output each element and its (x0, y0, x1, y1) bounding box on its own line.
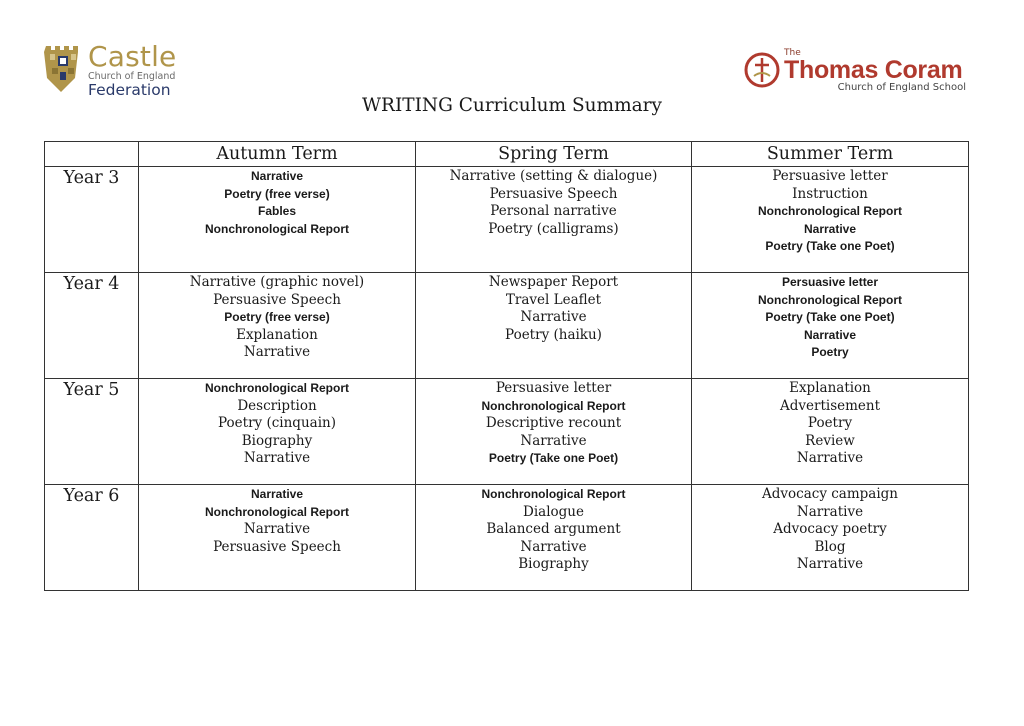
writing-unit: Narrative (796, 503, 864, 520)
cell-spring (416, 485, 692, 591)
writing-unit: Narrative (250, 487, 304, 501)
writing-unit: Explanation (236, 326, 318, 343)
writing-unit: Narrative (graphic novel) (189, 274, 365, 290)
writing-unit: Persuasive Speech (213, 538, 341, 555)
coram-logo-the: The (784, 48, 801, 58)
writing-unit: Advertisement (779, 397, 881, 414)
writing-unit: Poetry (haiku) (505, 326, 602, 343)
table-row (45, 485, 969, 591)
writing-unit: Nonchronological Report (205, 504, 349, 519)
writing-unit: Poetry (free verse) (224, 186, 330, 201)
writing-unit: Explanation (789, 380, 871, 396)
writing-unit: Instruction (792, 185, 868, 202)
cell-autumn (139, 485, 416, 591)
writing-unit: Narrative (setting & dialogue) (449, 168, 658, 184)
cell-autumn (139, 167, 416, 273)
writing-unit: Persuasive letter (781, 275, 879, 289)
writing-unit: Description (237, 397, 317, 414)
cell-summer (692, 485, 969, 591)
writing-unit: Narrative (250, 169, 304, 183)
castle-logo-federation: Federation (88, 81, 171, 99)
writing-unit: Poetry (807, 415, 853, 432)
writing-unit: Narrative (243, 450, 311, 467)
writing-unit: Nonchronological Report (758, 292, 902, 307)
coram-crest-icon (744, 50, 780, 90)
year-label: Year 4 (45, 273, 139, 379)
writing-unit: Review (805, 432, 855, 449)
writing-unit: Descriptive recount (485, 415, 622, 432)
term-header-spring: Spring Term (416, 142, 692, 167)
thomas-coram-logo (744, 48, 970, 96)
writing-unit: Blog (814, 538, 846, 555)
writing-unit: Poetry (cinquain) (218, 415, 336, 432)
writing-unit: Poetry (Take one Poet) (765, 239, 895, 254)
castle-federation-logo (44, 42, 184, 98)
writing-unit: Narrative (803, 327, 857, 342)
writing-unit: Dialogue (523, 503, 584, 520)
table-row (45, 273, 969, 379)
writing-unit: Poetry (free verse) (224, 310, 330, 325)
writing-unit: Narrative (243, 521, 311, 538)
writing-unit: Persuasive Speech (213, 291, 341, 308)
writing-unit: Nonchronological Report (481, 487, 626, 501)
term-header-autumn: Autumn Term (139, 142, 416, 167)
writing-unit: Nonchronological Report (205, 381, 349, 395)
table-corner-cell (45, 142, 139, 167)
writing-unit: Narrative (803, 221, 857, 236)
writing-unit: Narrative (520, 432, 587, 449)
year-label: Year 3 (45, 167, 139, 273)
table-row (45, 167, 969, 273)
writing-unit: Narrative (796, 556, 864, 573)
table-header-row (45, 142, 969, 167)
writing-unit: Poetry (811, 345, 849, 360)
writing-unit: Nonchronological Report (758, 204, 902, 219)
writing-unit: Biography (518, 556, 589, 573)
castle-logo-subtitle: Church of England (88, 71, 176, 82)
writing-unit: Poetry (Take one Poet) (765, 310, 895, 325)
writing-unit: Persuasive letter (772, 168, 888, 184)
writing-unit: Personal narrative (490, 203, 617, 220)
year-label: Year 5 (45, 379, 139, 485)
writing-unit: Narrative (520, 538, 587, 555)
writing-unit: Advocacy campaign (762, 486, 898, 502)
cell-autumn (139, 379, 416, 485)
page-title: WRITING Curriculum Summary (362, 95, 662, 116)
term-header-summer: Summer Term (692, 142, 969, 167)
cell-summer (692, 167, 969, 273)
writing-unit: Newspaper Report (488, 274, 619, 290)
writing-unit: Poetry (Take one Poet) (488, 451, 619, 466)
writing-unit: Narrative (796, 450, 864, 467)
writing-unit: Biography (241, 432, 313, 449)
cell-spring (416, 379, 692, 485)
writing-unit: Narrative (520, 309, 587, 326)
writing-unit: Travel Leaflet (505, 291, 602, 308)
writing-unit: Nonchronological Report (481, 398, 626, 413)
cell-autumn (139, 273, 416, 379)
cell-spring (416, 273, 692, 379)
writing-unit: Balanced argument (486, 521, 621, 538)
writing-unit: Narrative (243, 344, 311, 361)
castle-emblem-icon (44, 42, 82, 94)
cell-summer (692, 379, 969, 485)
cell-spring (416, 167, 692, 273)
writing-unit: Advocacy poetry (773, 521, 887, 538)
curriculum-table (44, 141, 969, 591)
castle-logo-name: Castle (88, 40, 177, 73)
writing-unit: Persuasive Speech (489, 185, 618, 202)
writing-unit: Poetry (calligrams) (488, 220, 619, 237)
table-row (45, 379, 969, 485)
coram-logo-name: Thomas Coram (784, 56, 963, 84)
writing-unit: Nonchronological Report (205, 221, 349, 236)
year-label: Year 6 (45, 485, 139, 591)
cell-summer (692, 273, 969, 379)
coram-logo-subtitle: Church of England School (837, 82, 966, 93)
writing-unit: Fables (257, 204, 296, 219)
writing-unit: Persuasive letter (495, 380, 612, 396)
